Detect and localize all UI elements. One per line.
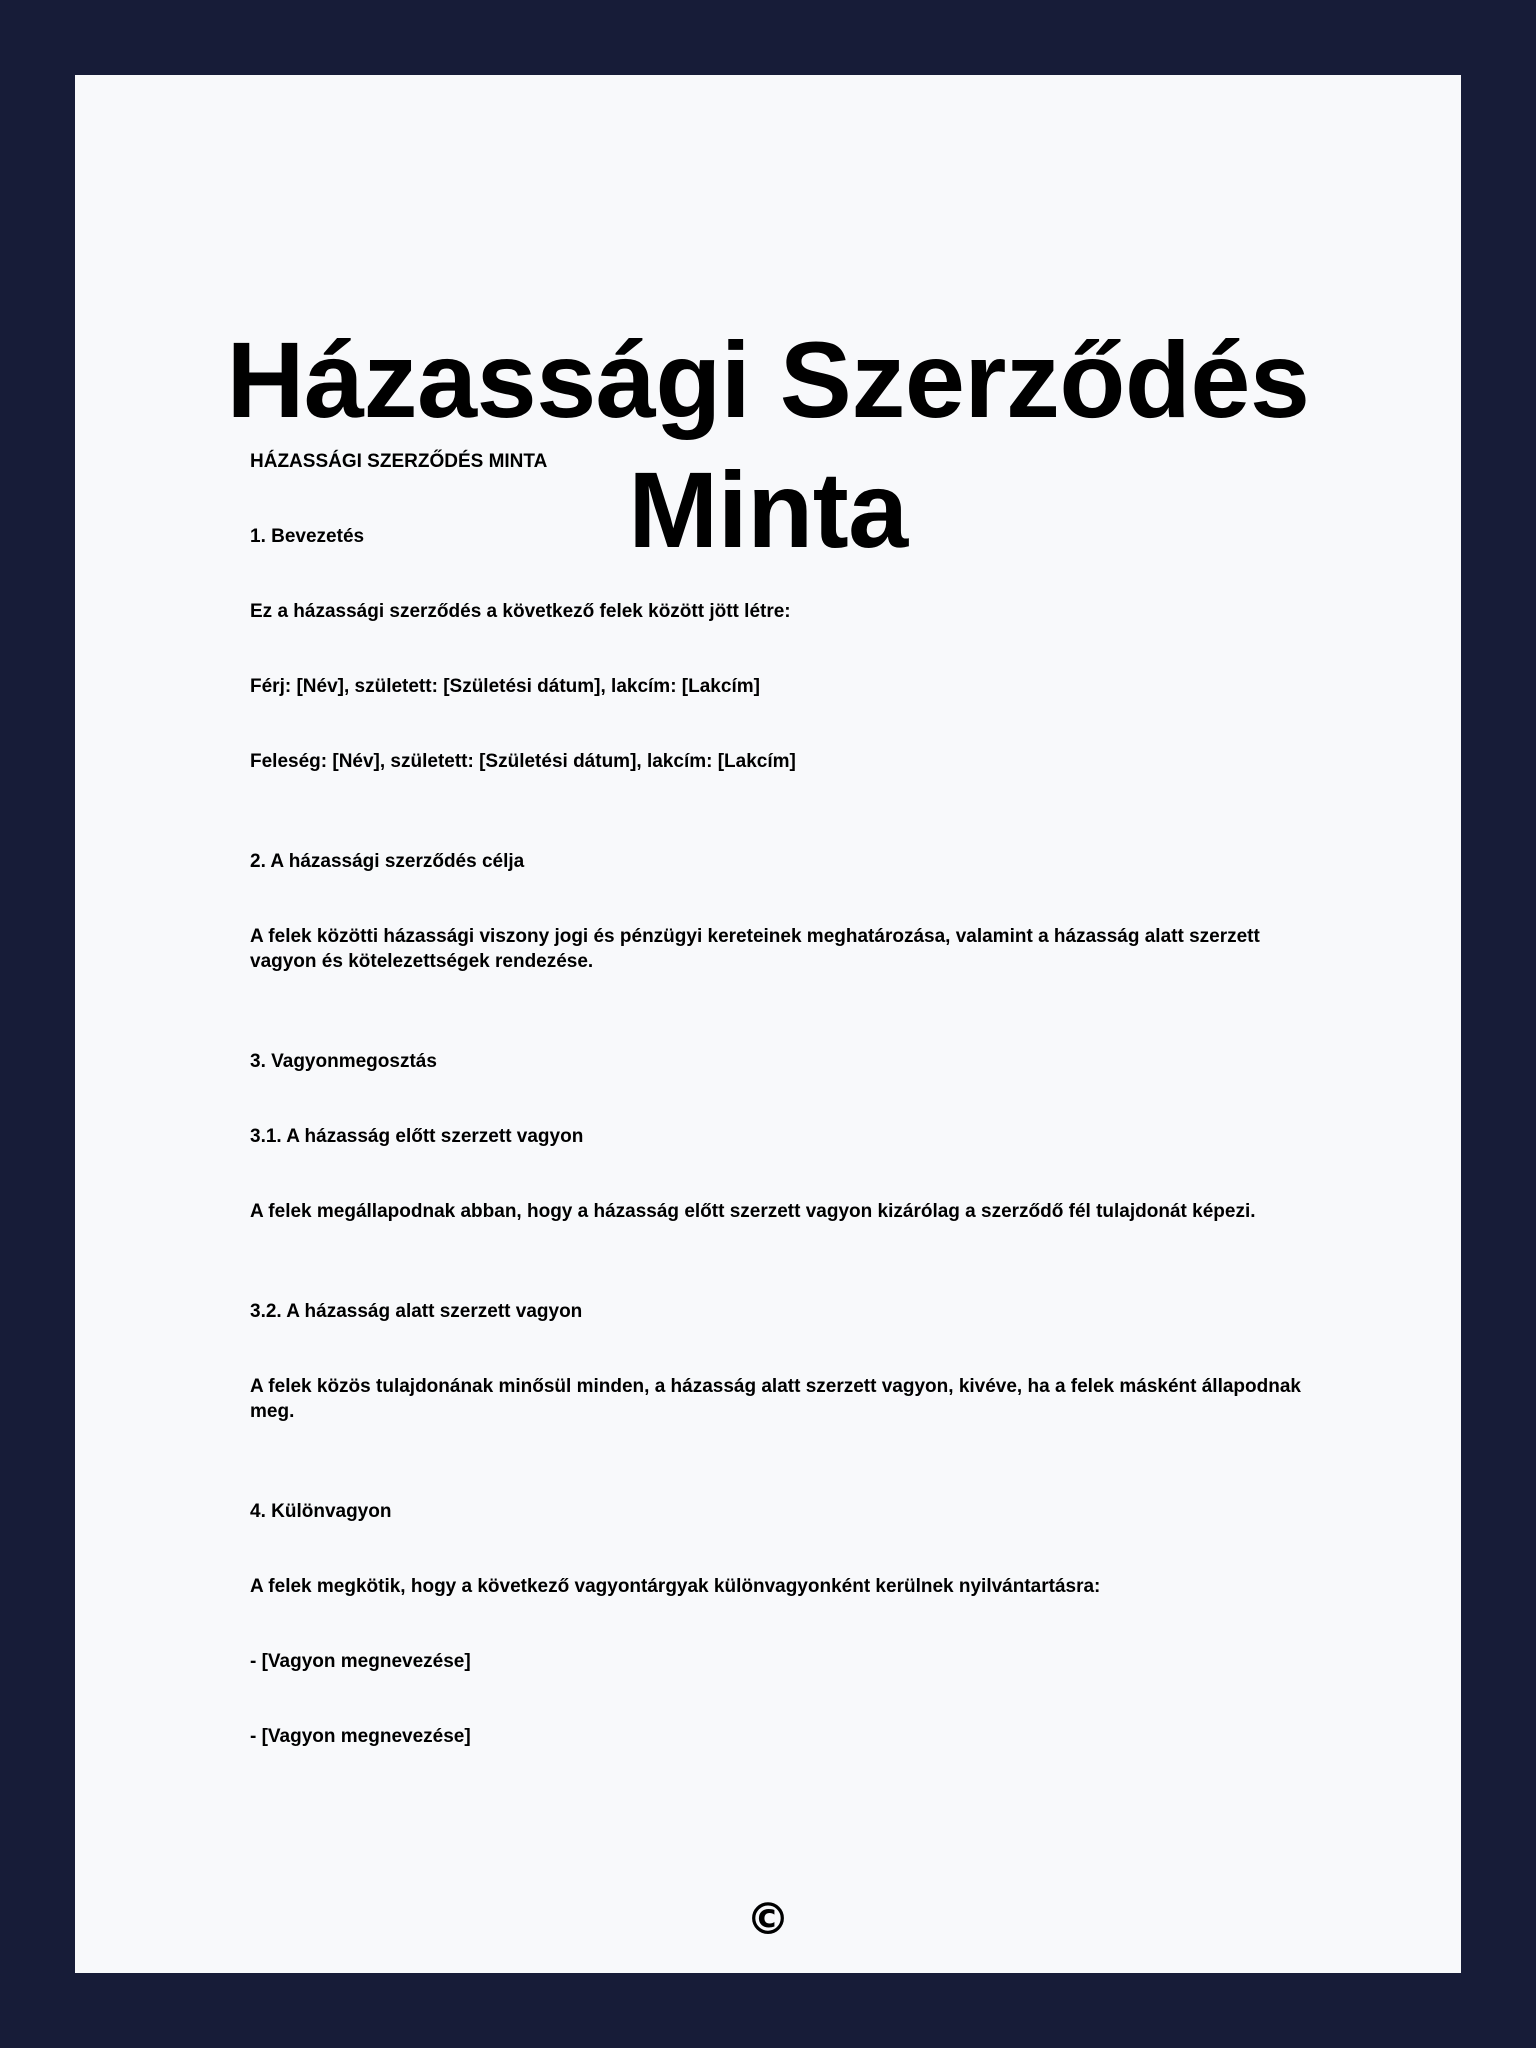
section-3-2-title: 3.2. A házasság alatt szerzett vagyon bbox=[250, 1301, 583, 1322]
section-2-body: A felek közötti házassági viszony jogi és pénzügyi kereteinek meghatározása, valamint a házasság alatt szerzett vagyon és kötelezettségek rendezése. bbox=[250, 926, 1260, 972]
wife-details: Feleség: [Név], született: [Születési dátum], lakcím: [Lakcím] bbox=[250, 751, 796, 772]
husband-details: Férj: [Név], született: [Születési dátum], lakcím: [Lakcím] bbox=[250, 676, 760, 697]
asset-list-item: - [Vagyon megnevezése] bbox=[250, 1651, 471, 1672]
asset-list-item: - [Vagyon megnevezése] bbox=[250, 1726, 471, 1747]
document-page bbox=[75, 75, 1461, 1973]
section-3-title: 3. Vagyonmegosztás bbox=[250, 1051, 437, 1072]
document-title: Házassági Szerződés Minta bbox=[226, 319, 1310, 570]
section-3-2-body: A felek közös tulajdonának minősül minden, a házasság alatt szerzett vagyon, kivéve, ha a felek másként állapodnak meg. bbox=[250, 1376, 1301, 1422]
copyright-icon: © bbox=[746, 1894, 790, 1945]
section-3-1-title: 3.1. A házasság előtt szerzett vagyon bbox=[250, 1126, 584, 1147]
section-1-intro: Ez a házassági szerződés a következő felek között jött létre: bbox=[250, 601, 791, 622]
section-3-1-body: A felek megállapodnak abban, hogy a házasság előtt szerzett vagyon kizárólag a szerződő fél tulajdonát képezi. bbox=[250, 1201, 1256, 1222]
section-2-title: 2. A házassági szerződés célja bbox=[250, 851, 525, 872]
section-1-title: 1. Bevezetés bbox=[250, 526, 365, 547]
section-4-title: 4. Különvagyon bbox=[250, 1501, 392, 1522]
section-4-body: A felek megkötik, hogy a következő vagyontárgyak különvagyonként kerülnek nyilvántartásra: bbox=[250, 1576, 1101, 1597]
document-heading: HÁZASSÁGI SZERZŐDÉS MINTA bbox=[250, 451, 548, 472]
